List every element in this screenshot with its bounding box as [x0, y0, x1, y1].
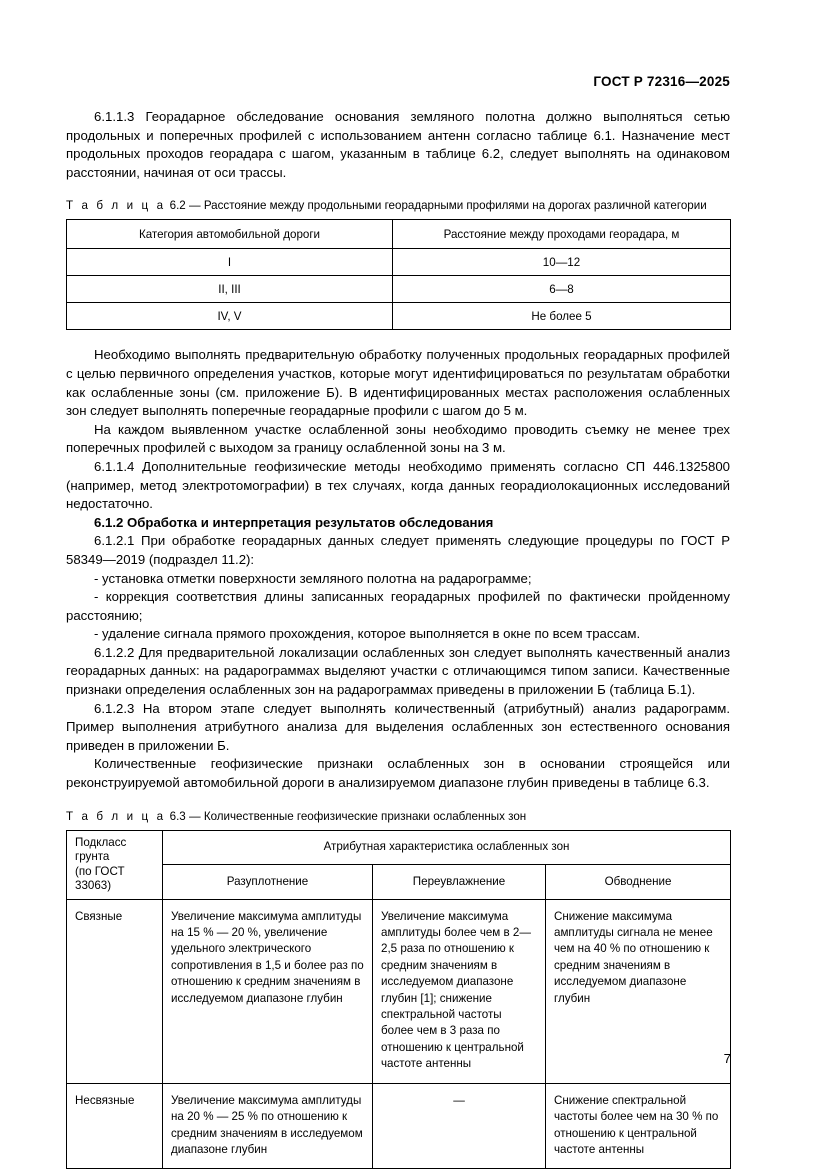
- paragraph-before-table-63: Количественные геофизические признаки ослабленных зон в основании строящейся или реконструируемой автомобильной дороги в анализируемом диапазоне глубин приведены в таблице 6.3.: [66, 756, 730, 791]
- table-63-header-subclass-line2: (по ГОСТ 33063): [75, 864, 125, 893]
- table-63-header-subclass: [67, 830, 163, 899]
- table-62-header-category: Категория автомобильной дороги: [67, 220, 393, 249]
- table-62: [66, 219, 731, 330]
- table-62-caption: [66, 198, 730, 213]
- table-63-header-pereuvlazhnenie: Переувлажнение: [373, 865, 546, 900]
- page-content: [66, 108, 730, 1169]
- table-62-cell-category: IV, V: [67, 303, 393, 330]
- table-row: [67, 303, 731, 330]
- heading-6-1-2: 6.1.2 Обработка и интерпретация результатов обследования: [94, 514, 494, 530]
- table-63-cell-razuplotnenie: Увеличение максимума амплитуды на 15 % — 20 %, увеличение удельного электрического сопротивления в 1,5 и более раз по отношению к средним значениям в исследуемом диапазоне глубин: [163, 899, 373, 1083]
- table-row: [67, 1083, 731, 1169]
- page-number: 7: [723, 1051, 731, 1066]
- paragraph-6-1-2-1: 6.1.2.1 При обработке георадарных данных следует применять следующие процедуры по ГОСТ Р 58349—2019 (подраздел 11.2):: [66, 533, 730, 567]
- table-62-cell-category: I: [67, 249, 393, 276]
- table-62-cell-distance: 10—12: [393, 249, 731, 276]
- table-62-cell-distance: Не более 5: [393, 303, 731, 330]
- table-63-header-row-sub: [67, 865, 731, 900]
- table-63-header-attribute-group: Атрибутная характеристика ослабленных зон: [163, 830, 731, 865]
- table-63-caption-number: 6.3: [169, 809, 186, 823]
- table-62-header-distance: Расстояние между проходами георадара, м: [393, 220, 731, 249]
- table-62-caption-text: — Расстояние между продольными георадарными профилями на дорогах различной категории: [189, 199, 707, 213]
- table-62-cell-distance: 6—8: [393, 276, 731, 303]
- table-row: [67, 249, 731, 276]
- table-62-caption-number: 6.2: [169, 199, 186, 213]
- table-63-cell-pereuvlazhnenie: —: [373, 1083, 546, 1169]
- table-63-cell-obvodnenie: Снижение максимума амплитуды сигнала не менее чем на 40 % по отношению к средним значениям в исследуемом диапазоне глубин: [546, 899, 731, 1083]
- standard-designation-header: ГОСТ Р 72316—2025: [593, 74, 730, 89]
- list-item: - установка отметки поверхности земляного полотна на радарограмме;: [94, 570, 532, 586]
- table-63-cell-obvodnenie: Снижение спектральной частоты более чем на 30 % по отношению к центральной частоте антенны: [546, 1083, 731, 1169]
- table-63-caption: [66, 809, 730, 824]
- table-63-header-row-group: [67, 830, 731, 865]
- table-63-cell-subclass: Связные: [67, 899, 163, 1083]
- table-row: [67, 276, 731, 303]
- table-63-caption-word: Т а б л и ц а: [66, 809, 166, 823]
- paragraph-6-1-2-2: 6.1.2.2 Для предварительной локализации ослабленных зон следует выполнять качественный анализ георадарных данных: на радарограммах выделяют участки с отличающимся типом записи. Качественные признаки определения ослабленных зон на радарограммах приведены в приложении Б (таблица Б.1).: [66, 644, 730, 698]
- table-63-cell-pereuvlazhnenie: Увеличение максимума амплитуды более чем в 2—2,5 раза по отношению к средним значениям в исследуемом диапазоне глубин [1]; снижение спектральной частоты более чем в 3 раза по отношению к центральной частоте антенны: [373, 899, 546, 1083]
- table-63-caption-text: — Количественные геофизические признаки ослабленных зон: [189, 809, 527, 823]
- table-62-cell-category: II, III: [67, 276, 393, 303]
- table-row: [67, 899, 731, 1083]
- paragraph-6-1-1-4: 6.1.1.4 Дополнительные геофизические методы необходимо применять согласно СП 446.1325800 (например, метод электротомографии) в тех случаях, когда данных георадиолокационных исследований недостаточно.: [66, 458, 730, 512]
- table-63: [66, 830, 731, 1169]
- paragraph-survey-sections: На каждом выявленном участке ослабленной зоны необходимо проводить съемку не менее трех поперечных профилей с выходом за границу ослабленной зоны на 3 м.: [66, 421, 730, 456]
- list-item: - коррекция соответствия длины записанных георадарных профилей по фактически пройденному расстоянию;: [66, 589, 730, 623]
- table-63-cell-razuplotnenie: Увеличение максимума амплитуды на 20 % — 25 % по отношению к средним значениям в исследуемом диапазоне глубин: [163, 1083, 373, 1169]
- paragraph-6-1-2-3: 6.1.2.3 На втором этапе следует выполнять количественный (атрибутный) анализ радарограмм. Пример выполнения атрибутного анализа для выделения ослабленных зон естественного основания приведен в приложении Б.: [66, 700, 730, 753]
- list-item: - удаление сигнала прямого прохождения, которое выполняется в окне по всем трассам.: [94, 626, 641, 642]
- table-62-header-row: [67, 220, 731, 249]
- table-63-header-subclass-line1: Подкласс грунта: [75, 835, 127, 864]
- table-63-cell-subclass: Несвязные: [67, 1083, 163, 1169]
- paragraph-preprocessing: Необходимо выполнять предварительную обработку полученных продольных георадарных профилей с целью первичного определения участков, которые могут идентифицироваться по результатам обработки как ослабленные зоны (см. приложение Б). В идентифицированных местах расположения ослабленных зон следует выполнять поперечные георадарные профили с шагом до 5 м.: [66, 347, 730, 419]
- table-63-header-razuplotnenie: Разуплотнение: [163, 865, 373, 900]
- table-62-caption-word: Т а б л и ц а: [66, 199, 166, 213]
- paragraph-6-1-1-3: 6.1.1.3 Георадарное обследование основания земляного полотна должно выполняться сетью продольных и поперечных профилей с использованием антенн согласно таблице 6.1. Назначение мест продольных проходов георадара с шагом, указанным в таблице 6.2, следует выполнять на одинаковом расстоянии, начиная от оси трассы.: [66, 109, 730, 180]
- table-63-header-obvodnenie: Обводнение: [546, 865, 731, 900]
